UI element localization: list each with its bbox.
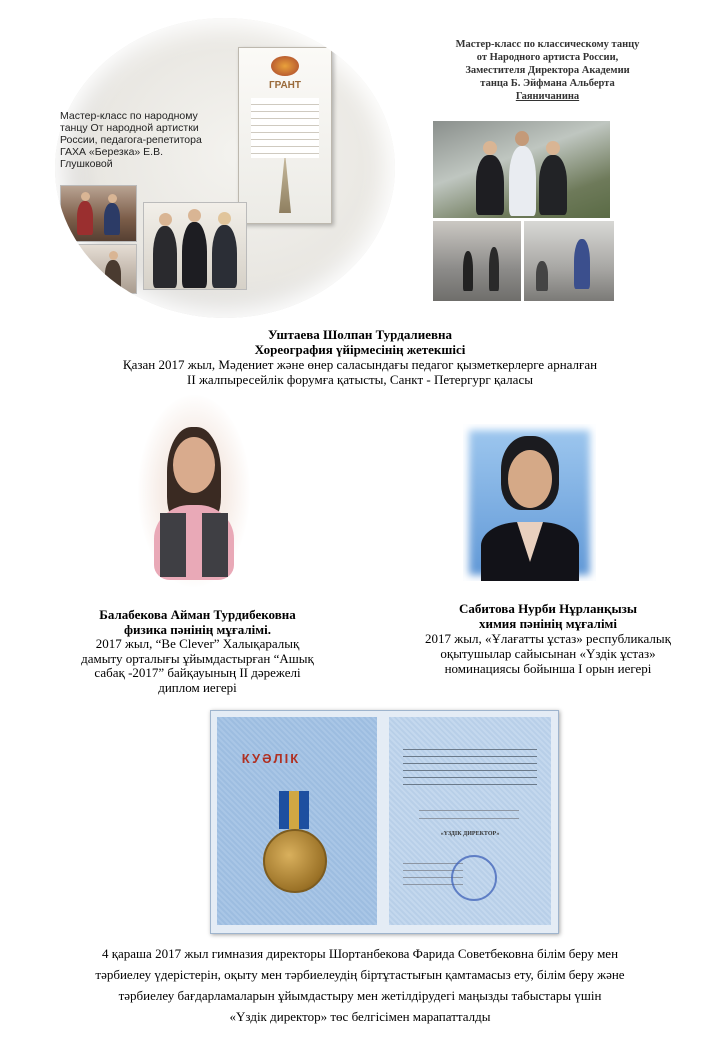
portrait-sabitova xyxy=(463,424,596,581)
sabitova-achievement xyxy=(388,601,708,676)
grant-logo-icon xyxy=(271,56,299,76)
medal-icon xyxy=(263,829,327,893)
shortanbekova-achievement xyxy=(20,943,700,1027)
photo-dance-studio-2 xyxy=(524,221,614,301)
balabekova-position: физика пәнінің мұғалімі. xyxy=(124,621,271,637)
certificate-title: КУӘЛІК xyxy=(241,751,301,766)
photo-group-with-teacher xyxy=(433,121,610,218)
certificate-cover xyxy=(217,717,377,925)
sabitova-position: химия пәнінің мұғалімі xyxy=(478,616,618,631)
master-line-2: от Народного артиста России, xyxy=(476,52,619,63)
shortanbekova-line-1: 4 қараша 2017 жыл гимназия директоры Шортанбекова Фарида Советбековна білім беру мен xyxy=(101,946,619,961)
balabekova-text-3: сабақ -2017” байқауының II дәрежелі xyxy=(94,665,301,680)
photo-dance-studio-1 xyxy=(433,221,521,301)
collage-caption: Мастер-класс по народному танцу От народной артистки России, педагога-репетитора ГАХА «Березка» Е.В. Глушковой xyxy=(60,110,202,170)
grant-certificate-image xyxy=(238,47,332,224)
sabitova-text-2: оқытушылар сайысынан «Үздік ұстаз» xyxy=(440,646,656,661)
balabekova-text-4: диплом иегері xyxy=(158,679,237,695)
shortanbekova-line-2: тәрбиелеу үдерістерін, оқыту мен тәрбиелеудің біртұтастығын қамтамасыз ету, білім беру және xyxy=(95,967,625,982)
grant-title: ГРАНТ xyxy=(268,80,301,91)
shortanbekova-line-3: тәрбиелеу бағдарламаларын ұйымдастыру мен жетілдірудегі маңызды табыстары үшін xyxy=(118,988,602,1003)
certificate-inner-page xyxy=(389,717,551,925)
photo-dance-class xyxy=(60,185,137,242)
photo-dancer xyxy=(60,244,137,294)
ushtaeva-text-1: Қазан 2017 жыл, Мәдениет және өнер саласындағы педагог қызметкерлерге арналған xyxy=(122,357,598,372)
ushtaeva-name: Уштаева Шолпан Турдалиевна xyxy=(268,327,452,342)
ushtaeva-achievement xyxy=(60,327,660,387)
sabitova-name: Сабитова Нурби Нұрланқызы xyxy=(459,601,637,616)
stamp-icon xyxy=(451,855,497,901)
ushtaeva-position: Хореография үйірмесінің жетекшісі xyxy=(254,342,466,357)
master-line-3: Заместителя Директора Академии xyxy=(465,65,630,76)
master-class-classical-text xyxy=(395,38,700,103)
balabekova-text-1: 2017 жыл, “Be Clever” Халықаралық xyxy=(95,636,300,651)
certificate-award: «ҮЗДІК ДИРЕКТОР» xyxy=(440,831,500,837)
medal-ribbon-icon xyxy=(279,791,309,829)
master-line-5: Гаяничанина xyxy=(515,91,580,102)
balabekova-text-2: дамыту орталығы ұйымдастырған “Ашық xyxy=(81,650,314,666)
balabekova-name: Балабекова Айман Турдибековна xyxy=(99,607,296,622)
photo-teachers-group xyxy=(143,202,247,290)
balabekova-achievement xyxy=(55,608,340,695)
master-line-4: танца Б. Эйфмана Альберта xyxy=(480,78,615,89)
ushtaeva-text-2: II жалпыресейлік форумға қатысты, Санкт - Петергург қаласы xyxy=(187,372,533,387)
sabitova-text-3: номинациясы бойынша I орын иегері xyxy=(444,661,652,676)
portrait-balabekova xyxy=(138,395,250,587)
master-line-1: Мастер-класс по классическому танцу xyxy=(455,39,640,50)
sabitova-text-1: 2017 жыл, «Ұлағатты ұстаз» республикалық xyxy=(425,631,671,646)
shortanbekova-line-4: «Үздік директор» төс белгісімен марапатталды xyxy=(229,1009,491,1024)
best-director-certificate xyxy=(210,710,559,934)
